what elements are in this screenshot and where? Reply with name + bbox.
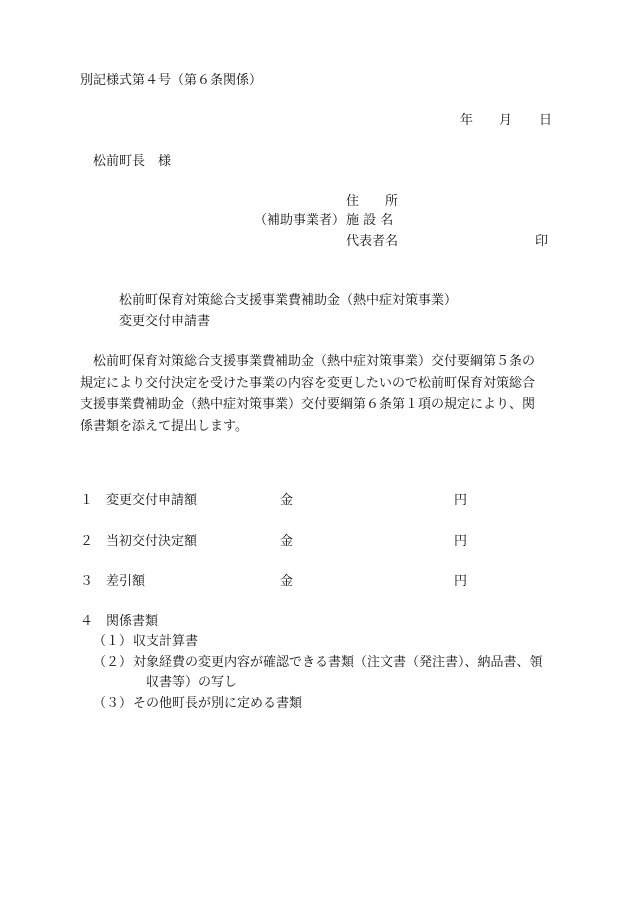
documents-number: ４ [80, 614, 94, 629]
addressee: 松前町長 様 [93, 154, 172, 169]
documents-heading: 関係書類 [106, 614, 159, 629]
item-kin: 金 [280, 493, 294, 508]
item-number: ２ [80, 534, 94, 549]
document-list-marker: （３） [93, 696, 133, 711]
body-line: 係書類を添えて提出します。 [80, 418, 248, 434]
body-paragraph [80, 351, 552, 437]
document-title-line1: 松前町保育対策総合支援事業費補助金（熱中症対策事業） [119, 293, 458, 308]
item-label: 当初交付決定額 [106, 534, 198, 549]
item-label: 変更交付申請額 [106, 493, 198, 508]
document-list-marker: （２） [93, 655, 133, 670]
document-list-text: 収支計算書 [133, 634, 199, 649]
document-title-line2: 変更交付申請書 [119, 314, 211, 329]
body-line: 松前町保育対策総合支援事業費補助金（熱中症対策事業）交付要綱第５条の [80, 354, 536, 369]
item-kin: 金 [280, 574, 294, 589]
date-year-label: 年 [460, 113, 474, 128]
facility-name-label: 施 設 名 [346, 213, 394, 228]
date-day-label: 日 [539, 113, 553, 128]
document-list-text: その他町長が別に定める書類 [133, 696, 303, 711]
item-number: ３ [80, 574, 94, 589]
applicant-role-label: （補助事業者） [254, 213, 346, 228]
representative-label: 代表者名 [346, 234, 399, 249]
seal-mark: 印 [535, 234, 549, 249]
document-list-text: 対象経費の変更内容が確認できる書類（注文書（発注書）、納品書、領 [133, 655, 543, 670]
form-number: 別記様式第４号（第６条関係） [80, 73, 263, 88]
item-en: 円 [454, 534, 468, 549]
document-list-marker: （１） [93, 634, 133, 649]
item-en: 円 [454, 574, 468, 589]
document-list-continuation: 収書等）の写し [146, 675, 238, 690]
address-label: 住 所 [346, 194, 399, 209]
item-kin: 金 [280, 534, 294, 549]
item-number: １ [80, 493, 94, 508]
body-line: 規定により交付決定を受けた事業の内容を変更したいので松前町保育対策総合 [80, 375, 536, 391]
body-line: 支援事業費補助金（熱中症対策事業）交付要綱第６条第１項の規定により、関 [80, 397, 536, 412]
item-label: 差引額 [106, 574, 146, 589]
item-en: 円 [454, 493, 468, 508]
date-month-label: 月 [499, 113, 513, 128]
